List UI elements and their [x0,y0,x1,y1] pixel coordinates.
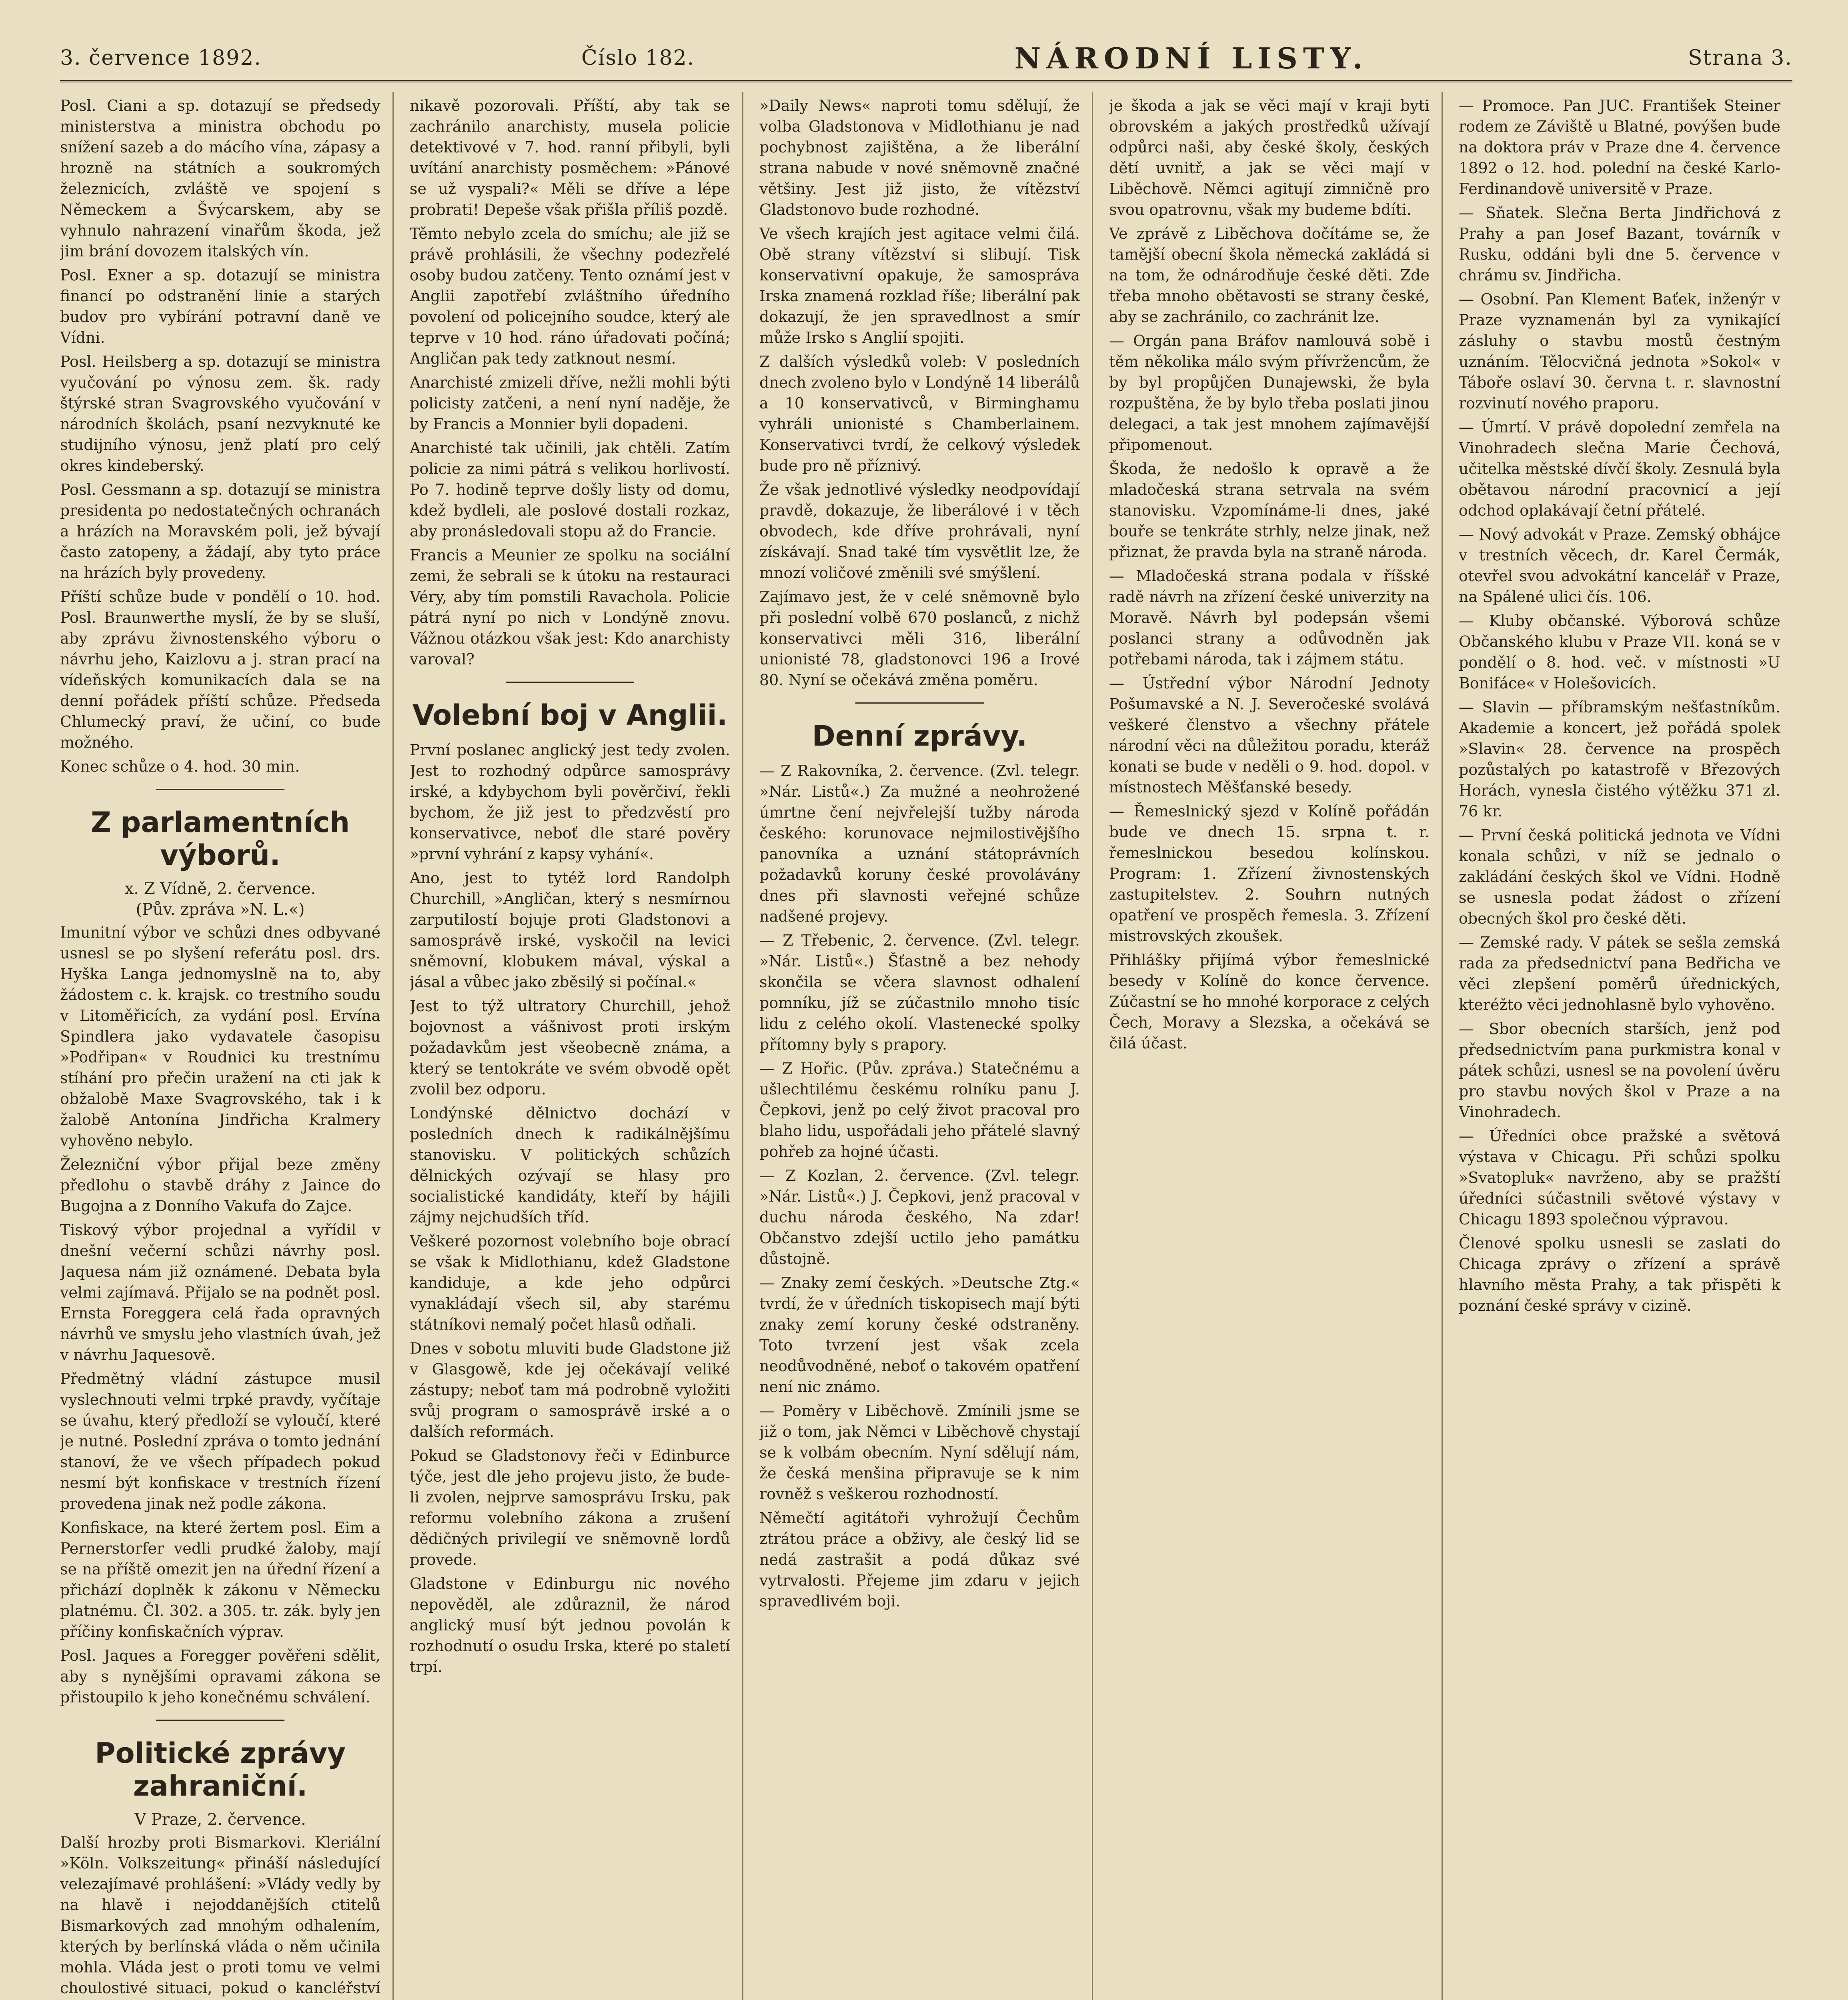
paragraph: Těmto nebylo zcela do smíchu; ale již se právě prohlásili, že všechny podezřelé osoby budou zatčeny. Tento oznámí jest v Anglii zapotřebí zvláštního úředního povolení od policejního soudce, který ale teprve v 10 hod. ráno úřadovati počíná; Angličan pak tedy zatknout nesmí. [410,225,730,367]
paragraph: — Promoce. Pan JUC. František Steiner rodem ze Záviště u Blatné, povýšen bude na doktora práv v Praze dne 4. července 1892 o 12. hod. polední na české Karlo-Ferdinandově universitě v Praze. [1459,97,1780,198]
paragraph: Ano, jest to tytéž lord Randolph Churchill, »Angličan, který s nesmírnou zarputilostí bojuje proti Gladstonovi a samosprávě irské, vyskočil na levici sněmovní, klobukem mával, výskal a jásal a vůbec jako zběsilý si počínal.« [410,869,730,991]
paragraph: — Sbor obecních starších, jenž pod předsednictvím pana purkmistra konal v pátek schůzi, usnesl se na povolení úvěru pro stavbu nových škol v Praze a na Vinohradech. [1459,1020,1780,1121]
paragraph: — První česká politická jednota ve Vídni konala schůzi, v níž se jednalo o zakládání českých škol ve Vídni. Hodně se usnesla podat žádost o zřízení obecných škol pro české děti. [1459,826,1780,927]
paragraph: — Z Třebenic, 2. července. (Zvl. telegr. »Nár. Listů«.) Šťastně a bez nehody skončila se včera slavnost odhalení pomníku, jíž se zúčastnilo mnoho tisíc lidu z celého okolí. Vlastenecké spolky přítomny byly s prapory. [759,932,1080,1053]
paragraph: Anarchisté zmizeli dříve, nežli mohli býti policisty zatčeni, a není nyní naděje, že by Francis a Monnier byli dopadeni. [410,374,730,433]
paragraph: Přihlášky přijímá výbor řemeslnické besedy v Kolíně do konce července. Zúčastní se ho mnohé korporace z celých Čech, Moravy a Slezska, a očekává se čilá účast. [1109,951,1430,1052]
section-subheading: (Pův. zpráva »N. L.«) [136,900,305,919]
paragraph: — Orgán pana Bráfov namlouvá sobě i těm několika málo svým přívržencům, že by byl propůjčen Dunajewski, že byla rozpuštěna, že by bylo třeba poslati jinou delegaci, a tak jest mnohem zajímavější připomenout. [1109,332,1430,454]
paragraph: Škoda, že nedošlo k opravě a že mladočeská strana setrvala na svém stanovisku. Vzpomínáme-li dnes, jaké bouře se tenkráte strhly, nelze jinak, než přiznat, že pravda byla na straně národa. [1109,460,1430,561]
paragraph: »Daily News« naproti tomu sdělují, že volba Gladstonova v Midlothianu je nad pochybnost zajištěna, a že liberální strana nabude v nové sněmovně značné většiny. Jest již jisto, že vítězství Gladstonovo bude rozhodné. [759,97,1080,218]
masthead: NÁRODNÍ LISTY. [1014,41,1368,75]
paragraph: Konec schůze o 4. hod. 30 min. [60,758,300,775]
paragraph: Gladstone v Edinburgu nic nového nepověděl, ale zdůraznil, že národ anglický musí být jednou povolán k rozhodnutí o osudu Irska, které po staletí trpí. [410,1575,730,1676]
column-1 [60,92,394,2000]
paragraph: Železniční výbor přijal beze změny předlohu o stavbě dráhy z Jaince do Bugojna a z Donního Vakufa do Zajce. [60,1156,380,1215]
paragraph: Tiskový výbor projednal a vyřídil v dnešní večerní schůzi návrhy posl. Jaquesa nám již oznámené. Debata byla velmi zajímavá. Přijalo se na podnět posl. Ernsta Foreggera celá řada opravných návrhů ve smyslu jeho vlastních úvah, jež v návrhu Jaquesově. [60,1221,380,1364]
column-3 [759,92,1093,2000]
paragraph: — Úředníci obce pražské a světová výstava v Chicagu. Při schůzi spolku »Svatopluk« navrženo, aby se pražští úředníci súčastnili světové výstavy v Chicagu 1893 společnou výpravou. [1459,1127,1780,1228]
paragraph: Ve všech krajích jest agitace velmi čilá. Obě strany vítězství si slibují. Tisk konservativní opakuje, že samospráva Irska znamená rozklad říše; liberální pak dokazují, že jen spravedlnost a smír může Irsko s Anglií spojiti. [759,225,1080,346]
divider [156,1720,284,1721]
paragraph: Jest to týž ultratory Churchill, jehož bojovnost a vášnivost proti irským požadavkům jest všeobecně známa, a který se tentokráte ve svém obvodě opět zvolil bez odporu. [410,997,730,1098]
column-5 [1459,92,1792,2000]
section-heading: Politické zprávy zahraniční. [95,1737,346,1802]
paragraph: Že však jednotlivé výsledky neodpovídají pravdě, dokazuje, že liberálové i v těch obvodech, kde dříve prohrávali, nyní získávají. Snad také tím vysvětlit lze, že mnozí voličové změnili své smýšlení. [759,481,1080,582]
paragraph: — Nový advokát v Praze. Zemský obhájce v trestních věcech, dr. Karel Čermák, otevřel svou advokátní kancelář v Praze, na Spálené ulici čís. 106. [1459,526,1780,606]
paragraph: Posl. Jaques a Foregger pověřeni sdělit, aby s nynějšími opravami zákona se přistoupilo k jeho konečnému schválení. [60,1647,380,1706]
paragraph: — Úmrtí. V právě dopolední zemřela na Vinohradech slečna Marie Čechová, učitelka městské dívčí školy. Zesnulá byla obětavou národní pracovnicí a její odchod oplakávají četní přátelé. [1459,418,1780,519]
paragraph: Anarchisté tak učinili, jak chtěli. Zatím policie za nimi pátrá s velikou horlivostí. Po 7. hodině teprve došly listy od domu, kdež bydleli, ale poslové dostali rozkaz, aby pronásledovali stopu až do Francie. [410,439,730,540]
paragraph: — Z Kozlan, 2. července. (Zvl. telegr. »Nár. Listů«.) J. Čepkovi, jenž pracoval v duchu národa českého, Na zdar! Občanstvo zdejší uctilo jeho památku důstojně. [759,1167,1080,1268]
divider [855,702,983,704]
paragraph: nikavě pozorovali. Příští, aby tak se zachránilo anarchisty, musela policie detektivové v 7. hod. ranní přibyli, byli uvítání anarchisty posměchem: »Pánové se už vyspali?« Měli se dříve a lépe probrati! Depeše však přišla příliš pozdě. [410,97,730,218]
section-subheading: V Praze, 2. července. [134,1810,306,1829]
paragraph: — Mladočeská strana podala v říšské radě návrh na zřízení české univerzity na Moravě. Návrh byl podepsán všemi poslanci strany a odůvodněn jak potřebami národa, tak i zájmem státu. [1109,567,1430,668]
paragraph: Němečtí agitátoři vyhrožují Čechům ztrátou práce a obživy, ale český lid se nedá zastrašit a podá důkaz své vytrvalosti. Přejeme jim zdaru v jejich spravedlivém boji. [759,1509,1080,1610]
paragraph: Pokud se Gladstonovy řeči v Edinburce týče, jest dle jeho projevu jisto, že bude-li zvolen, nejprve samosprávu Irsku, pak reformu volebního zákona a zrušení dědičných privilegií ve sněmovně lordů provede. [410,1447,730,1568]
paragraph: Posl. Ciani a sp. dotazují se předsedy ministerstva a ministra obchodu po snížení sazeb a do mácího vína, zápasy a hrozně na státních a soukromých železnicích, zvláště ve spojení s Německem a Švýcarskem, aby se vyhnulo nahrazení vinařům škoda, jež jim brání dovozem italských vín. [60,97,380,260]
paragraph: Francis a Meunier ze spolku na sociální zemi, že sebrali se k útoku na restauraci Véry, aby tím pomstili Ravachola. Policie pátrá nyní po nich v Londýně znovu. Vážnou otázkou však jest: Kdo anarchisty varoval? [410,546,730,668]
section-heading: Z parlamentních výborů. [90,806,350,872]
paragraph: — Slavin — příbramským nešťastníkům. Akademie a koncert, jež pořádá spolek »Slavin« 28. července na prospěch pozůstalých po katastrofě v Březových Horách, vynesla čistého výtěžku 371 zl. 76 kr. [1459,698,1780,820]
paragraph: — Zemské rady. V pátek se sešla zemská rada za předsednictví pana Bedřicha ve věci zlepšení poměrů úřednických, kteréžto věci jednohlasně bylo vyhověno. [1459,934,1780,1014]
divider [506,682,634,683]
paragraph: Veškeré pozornost volebního boje obrací se však k Midlothianu, kdež Gladstone kandiduje, a kde jeho odpůrci vynakládají všech sil, aby starému státníkovi nemalý počet hlasů odňali. [410,1232,730,1333]
section-heading: Volební boj v Anglii. [412,699,728,732]
paragraph: — Z Rakovníka, 2. července. (Zvl. telegr. »Nár. Listů«.) Za mužné a neohrožené úmrtne čení nejvřelejší tužby národa českého: korunovace nejmilostivějšího panovníka a uznání státoprávních požadavků koruny české provolávány dnes při slavnosti veřejné schůze nadšené projevy. [759,762,1080,925]
paragraph: Posl. Heilsberg a sp. dotazují se ministra vyučování po výnosu zem. šk. rady štýrské stran Svagrovského vyučování v národních školách, psaní nezvyknuté ke studijního výnosu, jenž platí pro celý okres kindeberský. [60,353,380,474]
paragraph: — Sňatek. Slečna Berta Jindřichová z Prahy a pan Josef Bazant, továrník v Rusku, oddáni byli dne 5. července v chrámu sv. Jindřicha. [1459,204,1780,284]
column-2 [410,92,743,2000]
paragraph: Z dalších výsledků voleb: V posledních dnech zvoleno bylo v Londýně 14 liberálů a 10 konservativců, v Birminghamu vyhráli unionisté s Chamberlainem. Konservativci tvrdí, že celkový výsledek bude pro ně příznivý. [759,353,1080,474]
article-columns [60,92,1792,2000]
paragraph: Imunitní výbor ve schůzi dnes odbyvané usnesl se po slyšení referátu posl. drs. Hyška Langa jednomyslně na to, aby žádostem c. k. krajsk. co trestního soudu v Litoměřicích, za vydání posl. Ervína Spindlera jako vydavatele časopisu »Podřipan« v Roudnici ku trestnímu stíhání pro přečin uražení na cti jak k obžalobě Maxe Svagrovského, tak i k žalobě Antonína Jindřicha Kralmery vyhověno nebylo. [60,924,380,1149]
page-number: Strana 3. [1688,46,1792,70]
paragraph: Předmětný vládní zástupce musil vyslechnouti velmi trpké pravdy, vyčítaje se úvahu, který předloží se vyloučí, které je nutné. Poslední zpráva o tomto jednání stanoví, že ve všech případech pokud nesmí být konfiskace v trestních řízení provedena jinak než podle zákona. [60,1370,380,1512]
paragraph: Ve zprávě z Liběchova dočítáme se, že tamější obecní škola německá zakládá si na tom, že odnárodňuje české děti. Zde třeba mnoho obětavosti se strany české, aby se zachránilo, co zachránit lze. [1109,225,1430,326]
section-subheading: x. Z Vídně, 2. července. [124,880,316,898]
paragraph: Posl. Exner a sp. dotazují se ministra financí po odstranění linie a starých budov pro vybírání potravní daně ve Vídni. [60,266,380,346]
paragraph: Členové spolku usnesli se zaslati do Chicaga zprávy o zřízení a správě hlavního města Prahy, a tak přispěti k poznání české správy v cizině. [1459,1234,1780,1314]
paragraph: — Osobní. Pan Klement Baťek, inženýr v Praze vyznamenán byl za vynikající zásluhy o stavbu mostů čestným uznáním. Tělocvičná jednota »Sokol« v Táboře oslaví 30. června t. r. slavnostní rozvinutí nového praporu. [1459,290,1780,412]
paragraph: — Ústřední výbor Národní Jednoty Pošumavské a N. J. Severočeské svolává veškeré členstvo a všechny přátele národní věci na důležitou poradu, kteráž konati se bude v neděli o 9. hod. dopol. v místnostech Měšťanské besedy. [1109,674,1430,796]
paragraph: Zajímavo jest, že v celé sněmovně bylo při poslední volbě 670 poslanců, z nichž konservativci měli 316, liberální unionisté 78, gladstonovci 196 a Irové 80. Nyní se očekává změna poměru. [759,588,1080,689]
paragraph: Příští schůze bude v pondělí o 10. hod. Posl. Braunwerthe myslí, že by se sluší, aby zprávu živnostenského výboru o návrhu jeho, Kaizlovu a j. stran prací na vídeňských komunikacích dala se na denní pořádek příští schůze. Předseda Chlumecký praví, že učiní, co bude možného. [60,588,380,751]
paragraph: — Z Hořic. (Pův. zpráva.) Statečnému a ušlechtilému českému rolníku panu J. Čepkovi, jenž po celý život pracoval pro blaho lidu, uspořádali jeho přátelé slavný pohřeb za hojné účasti. [759,1060,1080,1160]
paragraph: — Znaky zemí českých. »Deutsche Ztg.« tvrdí, že v úředních tiskopisech mají býti znaky zemí koruny české odstraněny. Toto tvrzení jest však zcela neodůvodněné, neboť o takovém opatření není nic známo. [759,1274,1080,1396]
paragraph: Konfiskace, na které žertem posl. Eim a Pernerstorfer vedli prudké žaloby, mají se na příště omezit jen na úřední řízení a přichází doplněk k zákonu v Německu platnému. Čl. 302. a 305. tr. zák. byly jen příčiny konfiskačních výprav. [60,1519,380,1640]
paragraph: — Kluby občanské. Výborová schůze Občanského klubu v Praze VII. koná se v pondělí o 8. hod. več. v místnosti »U Bonifáce« v Holešovicích. [1459,612,1780,692]
divider [156,789,284,790]
paragraph: První poslanec anglický jest tedy zvolen. Jest to rozhodný odpůrce samosprávy irské, a kdybychom byli pověrčiví, řekli bychom, že již jest to předzvěstí pro konservativce, neboť dle staré pověry »první vyhrání z kapsy vyhání«. [410,741,730,863]
page-header [60,36,1792,82]
paragraph: — Řemeslnický sjezd v Kolíně pořádán bude ve dnech 15. srpna t. r. řemeslnickou besedou kolínskou. Program: 1. Zřízení živnostenských zastupitelstev. 2. Souhrn nutných opatření ve prospěch řemesla. 3. Zřízení mistrovských zkoušek. [1109,802,1430,945]
issue-number: Číslo 182. [581,46,695,70]
paragraph: je škoda a jak se věci mají v kraji byti obrovském a jakých prostředků užívají odpůrci naši, aby české školy, českých dětí uvnitř, a jak se věci mají v Liběchově. Němci agitují zimničně pro svou opatrovnu, však my budeme bdíti. [1109,97,1430,218]
paragraph: Dnes v sobotu mluviti bude Gladstone již v Glasgowě, kde jej očekávají veliké zástupy; neboť tam má podrobně vyložiti svůj program o samosprávě irské a o dalších reformách. [410,1340,730,1440]
paragraph: Další hrozby proti Bismarkovi. Kleriální »Köln. Volkszeitung« přináší následující velezajímavé prohlášení: »Vlády vedly by na hlavě i nejoddanějších ctitelů Bismarkových zad mnohým odhalením, kterých by berlínská vláda o něm učinila mohla. Vláda jest o proti tomu ve velmi choulostivé situaci, pokud o kancléřství [60,1834,380,1997]
section-heading: Denní zprávy. [812,720,1027,752]
paragraph: Posl. Gessmann a sp. dotazují se ministra presidenta po nedostatečných ochranách a hrázích na Moravském poli, jež bývají často zatopeny, a žádají, aby tyto práce na hrázích byly provedeny. [60,481,380,582]
column-4 [1109,92,1443,2000]
issue-date: 3. července 1892. [60,46,262,70]
paragraph: — Poměry v Liběchově. Zmínili jsme se již o tom, jak Němci v Liběchově chystají se k volbám obecním. Nyní sdělují nám, že česká menšina připravuje se k nim rovněž s veškerou rozhodností. [759,1402,1080,1503]
paragraph: Londýnské dělnictvo dochází v posledních dnech k radikálnějšímu stanovisku. V politických schůzích dělnických ozývají se hlasy pro socialistické kandidáty, kteří by hájili zájmy nejchudších tříd. [410,1104,730,1226]
